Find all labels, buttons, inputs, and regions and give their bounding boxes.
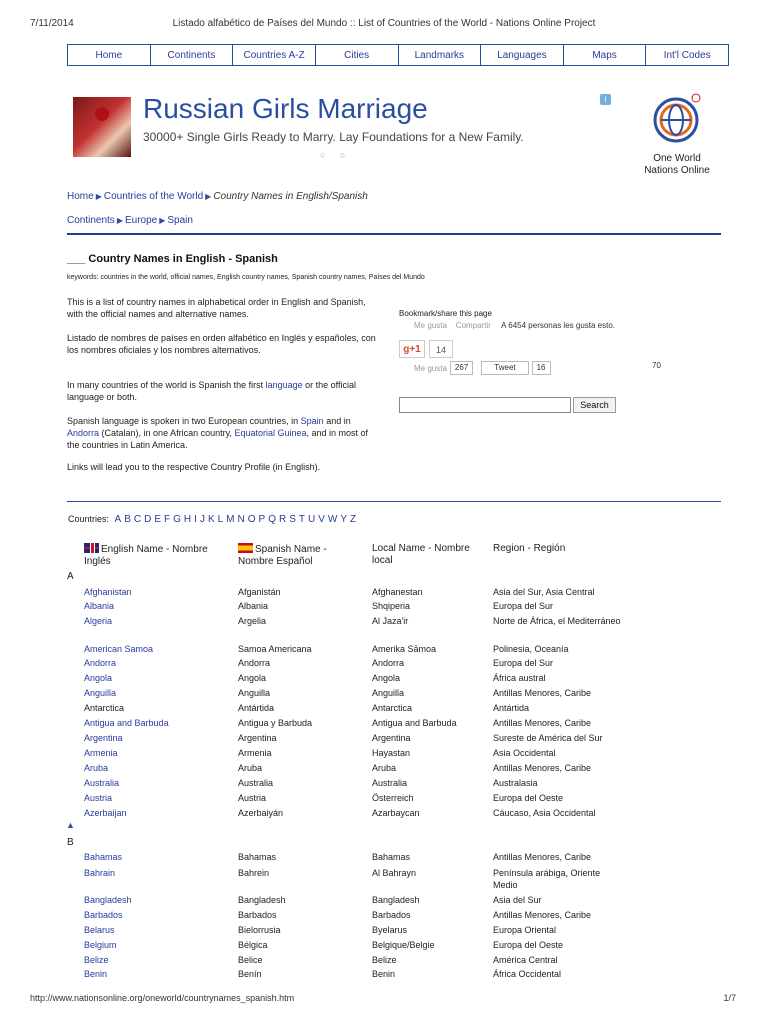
alphabet-letter-e[interactable]: E [154, 514, 162, 525]
spanish-name: Bielorrusia [238, 925, 281, 935]
gplus-button[interactable]: g+1 [399, 340, 425, 358]
region: Antillas Menores, Caribe [493, 763, 592, 773]
spanish-name: Australia [238, 778, 274, 788]
alphabet-letter-j[interactable]: J [199, 514, 205, 525]
crumb-europe[interactable]: Europe [124, 215, 158, 226]
nav-languages[interactable]: Languages [481, 45, 564, 65]
crumb-continents[interactable]: Continents [67, 215, 115, 226]
search-input[interactable] [399, 397, 571, 413]
like-button[interactable]: Me gusta [414, 363, 447, 373]
alphabet-label: Countries: [68, 514, 110, 524]
region: Antártida [493, 703, 530, 713]
alphabet-letter-t[interactable]: T [298, 514, 305, 525]
spanish-name: Afganistán [238, 587, 281, 597]
spanish-name: Antártida [238, 703, 275, 713]
ad-subtitle[interactable]: 30000+ Single Girls Ready to Marry. Lay Foundations for a New Family. [143, 130, 524, 144]
english-name-link[interactable]: Bahrain [84, 868, 116, 878]
region: Australasia [493, 778, 538, 788]
region: África austral [493, 673, 546, 683]
alphabet-letter-b[interactable]: B [124, 514, 131, 525]
alphabet-letter-k[interactable]: K [207, 514, 215, 525]
back-to-top-icon[interactable]: ▲ [66, 820, 75, 830]
chevron-right-icon: ▶ [95, 192, 102, 201]
local-name: Benin [372, 969, 396, 979]
local-name: Andorra [372, 658, 405, 668]
search-button[interactable]: Search [573, 397, 616, 413]
spanish-name: Albania [238, 601, 269, 611]
spanish-name: Belice [238, 955, 263, 965]
ad-pager-dots[interactable]: ○ ○ [320, 150, 352, 160]
print-title: Listado alfabético de Países del Mundo :: List of Countries of the World - Nations Online Project [172, 18, 596, 29]
alphabet-letter-g[interactable]: G [173, 514, 181, 525]
local-name: Afghanestan [372, 587, 423, 597]
spanish-name: Anguilla [238, 688, 271, 698]
nav-maps[interactable]: Maps [564, 45, 647, 65]
alphabet-letter-l[interactable]: L [217, 514, 224, 525]
col-header-region: Region - Región [493, 543, 566, 554]
like-count: 267 [450, 361, 473, 375]
local-name: Antigua and Barbuda [372, 718, 457, 728]
local-name: Bahamas [372, 852, 411, 862]
alphabet-letter-w[interactable]: W [327, 514, 338, 525]
english-name-link[interactable]: American Samoa [84, 644, 154, 654]
local-name: Anguilla [372, 688, 405, 698]
alphabet-letter-v[interactable]: V [318, 514, 325, 525]
print-date: 7/11/2014 [30, 18, 74, 29]
english-name-link[interactable]: Armenia [84, 748, 118, 758]
text: and in [323, 416, 351, 426]
english-name-link[interactable]: Austria [84, 793, 113, 803]
spain-link[interactable]: Spain [300, 416, 324, 426]
equatorial-guinea-link[interactable]: Equatorial Guinea [234, 428, 307, 438]
local-name: Azarbaycan [372, 808, 420, 818]
one-world-logo-icon[interactable] [650, 92, 702, 144]
english-name-link[interactable]: Anguilla [84, 688, 117, 698]
local-name: Al Bahrayn [372, 868, 417, 878]
intro-spanish: Listado de nombres de países en orden alfabético en Inglés y españoles, con los nombres oficiales y los nombres alternativos. [67, 333, 376, 355]
spanish-name: Azerbaiyán [238, 808, 284, 818]
region: Europa del Oeste [493, 940, 564, 950]
region: Península arábiga, Oriente Medio [493, 868, 601, 890]
english-name: Antarctica [84, 703, 125, 713]
crumb-home[interactable]: Home [67, 191, 94, 202]
page-title: ___ Country Names in English - Spanish [67, 253, 278, 265]
breadcrumb-geo [67, 215, 193, 226]
region: Asia Occidental [493, 748, 556, 758]
alphabet-letter-y[interactable]: Y [340, 514, 348, 525]
text: Spanish language is spoken in two European countries, in [67, 416, 301, 426]
local-name: Belgique/Belgie [372, 940, 435, 950]
chevron-right-icon: ▶ [116, 216, 123, 225]
local-name: Argentina [372, 733, 411, 743]
local-name: Antarctica [372, 703, 413, 713]
spanish-name: Argelia [238, 616, 267, 626]
english-name-link[interactable]: Bangladesh [84, 895, 132, 905]
crumb-countries[interactable]: Countries of the World [103, 191, 204, 202]
local-name: Australia [372, 778, 408, 788]
nav-cities[interactable]: Cities [316, 45, 399, 65]
divider [67, 233, 721, 235]
chevron-right-icon: ▶ [205, 192, 212, 201]
col-header-spanish [238, 543, 348, 568]
spanish-name: Bahrein [238, 868, 270, 878]
fb-share-button[interactable]: Compartir [455, 321, 491, 330]
alphabet-letter-d[interactable]: D [144, 514, 152, 525]
spanish-name: Barbados [238, 910, 277, 920]
english-name-link[interactable]: Argentina [84, 733, 123, 743]
spanish-name: Angola [238, 673, 267, 683]
crumb-current: Country Names in English/Spanish [213, 191, 368, 202]
english-name-link[interactable]: Belgium [84, 940, 117, 950]
region: Asia del Sur, Asia Central [493, 587, 595, 597]
alphabet-letter-p[interactable]: P [258, 514, 266, 525]
alphabet-letter-r[interactable]: R [278, 514, 287, 525]
group-letter-a: A [67, 571, 74, 582]
english-name-link[interactable]: Azerbaijan [84, 808, 127, 818]
tweet-count: 16 [532, 361, 551, 375]
alphabet-letter-u[interactable]: U [308, 514, 316, 525]
spanish-name: Aruba [238, 763, 263, 773]
print-page: 1/7 [723, 993, 736, 1003]
alphabet-letter-h[interactable]: H [183, 514, 192, 525]
alphabet-letter-c[interactable]: C [133, 514, 142, 525]
region: Europa Oriental [493, 925, 557, 935]
header-text: Spanish Name - Nombre Español [238, 544, 327, 567]
alphabet-letter-i[interactable]: I [194, 514, 197, 525]
intro-english: This is a list of country names in alphabetical order in English and Spanish, with the official names and alternative names. [67, 297, 366, 319]
english-name-link[interactable]: Belarus [84, 925, 115, 935]
english-name-link[interactable]: Angola [84, 673, 113, 683]
local-name: Shqiperia [372, 601, 411, 611]
alphabet-letter-a[interactable]: A [114, 514, 122, 525]
ad-image[interactable] [73, 97, 131, 157]
alphabet-letter-m[interactable]: M [226, 514, 235, 525]
region: Europa del Oeste [493, 793, 564, 803]
alphabet-letter-s[interactable]: S [289, 514, 296, 525]
spanish-name: Bahamas [238, 852, 277, 862]
region: Antillas Menores, Caribe [493, 910, 592, 920]
nav-intl-codes[interactable]: Int'l Codes [663, 49, 711, 61]
spanish-name: Austria [238, 793, 267, 803]
spanish-name: Argentina [238, 733, 277, 743]
spanish-name: Antigua y Barbuda [238, 718, 313, 728]
intro-language [67, 379, 377, 403]
share-count: 70 [652, 361, 661, 370]
bookmark-label: Bookmark/share this page [399, 309, 492, 318]
english-name-link[interactable]: Aruba [84, 763, 109, 773]
region: América Central [493, 955, 558, 965]
intro-links: Links will lead you to the respective Country Profile (in English). [67, 462, 321, 472]
local-name: Belize [372, 955, 397, 965]
local-name: Aruba [372, 763, 397, 773]
language-link[interactable]: language [265, 380, 303, 390]
english-name-link[interactable]: Belize [84, 955, 109, 965]
chevron-right-icon: ▶ [159, 216, 166, 225]
text: , and in most of the countries in Latin America. [67, 428, 369, 450]
logo-text [630, 153, 724, 177]
spain-flag-icon [238, 543, 253, 553]
spanish-name: Bangladesh [238, 895, 286, 905]
logo-line2: Nations Online [644, 165, 710, 176]
andorra-link[interactable]: Andorra [67, 428, 100, 438]
tweet-button[interactable]: Tweet [481, 361, 528, 375]
nav-landmarks[interactable]: Landmarks [399, 45, 482, 65]
alphabet-index [68, 514, 356, 525]
region: Antillas Menores, Caribe [493, 688, 592, 698]
uk-flag-icon [84, 543, 99, 553]
facebook-row [414, 321, 615, 330]
main-nav [67, 44, 729, 66]
text: In many countries of the world is Spanish the first [67, 380, 266, 390]
region: Polinesia, Oceanía [493, 644, 569, 654]
spanish-name: Armenia [238, 748, 272, 758]
text: or the official language or both. [67, 380, 357, 402]
col-header-english [84, 543, 229, 568]
local-name: Al Jaza'ir [372, 616, 409, 626]
english-name-link[interactable]: Albania [84, 601, 115, 611]
english-name-link[interactable]: Antigua and Barbuda [84, 718, 169, 728]
english-name-link[interactable]: Bahamas [84, 852, 123, 862]
fb-like-button[interactable]: Me gusta [414, 321, 447, 330]
alphabet-letter-o[interactable]: O [247, 514, 256, 525]
spanish-name: Samoa Americana [238, 644, 312, 654]
local-name: Byelarus [372, 925, 408, 935]
crumb-spain[interactable]: Spain [167, 215, 193, 226]
alphabet-letter-z[interactable]: Z [350, 514, 357, 525]
local-name: Barbados [372, 910, 411, 920]
english-name-link[interactable]: Andorra [84, 658, 117, 668]
region: Europa del Sur [493, 658, 554, 668]
local-name: Amerika Sāmoa [372, 644, 437, 654]
breadcrumb [67, 191, 368, 202]
region: África Occidental [493, 969, 562, 979]
region: Cáucaso, Asia Occidental [493, 808, 596, 818]
alphabet-letter-f[interactable]: F [164, 514, 171, 525]
region: Europa del Sur [493, 601, 554, 611]
local-name: Bangladesh [372, 895, 420, 905]
nav-home[interactable]: Home [68, 45, 151, 65]
spanish-name: Benín [238, 969, 262, 979]
local-name: Österreich [372, 793, 414, 803]
english-name-link[interactable]: Benin [84, 969, 108, 979]
alphabet-letter-q[interactable]: Q [268, 514, 276, 525]
logo-line1: One World [653, 153, 701, 164]
region: Antillas Menores, Caribe [493, 852, 592, 862]
region: Asia del Sur [493, 895, 542, 905]
spanish-name: Andorra [238, 658, 271, 668]
social-row2 [414, 361, 551, 375]
nav-continents[interactable]: Continents [151, 45, 234, 65]
ad-info-icon[interactable]: i [600, 94, 611, 105]
gplus-count: 14 [429, 340, 453, 358]
header-text: English Name - Nombre Inglés [84, 544, 208, 567]
divider [67, 501, 721, 502]
fb-likes-text: A 6454 personas les gusta esto. [501, 321, 616, 330]
col-header-local: Local Name - Nombre local [372, 543, 470, 566]
alphabet-letter-n[interactable]: N [237, 514, 245, 525]
region: Sureste de América del Sur [493, 733, 603, 743]
print-url: http://www.nationsonline.org/oneworld/countrynames_spanish.htm [30, 993, 295, 1003]
nav-countries-a-z[interactable]: Countries A-Z [233, 45, 316, 65]
keywords: keywords: countries in the world, official names, English country names, Spanish country names, Países del Mundo [67, 274, 425, 281]
rose-icon [95, 107, 109, 121]
english-name-link[interactable]: Barbados [84, 910, 123, 920]
english-name-link[interactable]: Australia [84, 778, 120, 788]
local-name: Angola [372, 673, 401, 683]
region: Antillas Menores, Caribe [493, 718, 592, 728]
region: Norte de África, el Mediterráneo [493, 616, 621, 626]
text: (Catalan), in one African country, [99, 428, 235, 438]
local-name: Hayastan [372, 748, 411, 758]
intro-spoken [67, 415, 377, 451]
ad-title[interactable]: Russian Girls Marriage [143, 93, 428, 124]
english-name-link[interactable]: Algeria [84, 616, 113, 626]
english-name-link[interactable]: Afghanistan [84, 587, 132, 597]
spanish-name: Bélgica [238, 940, 268, 950]
group-letter-b: B [67, 837, 74, 848]
